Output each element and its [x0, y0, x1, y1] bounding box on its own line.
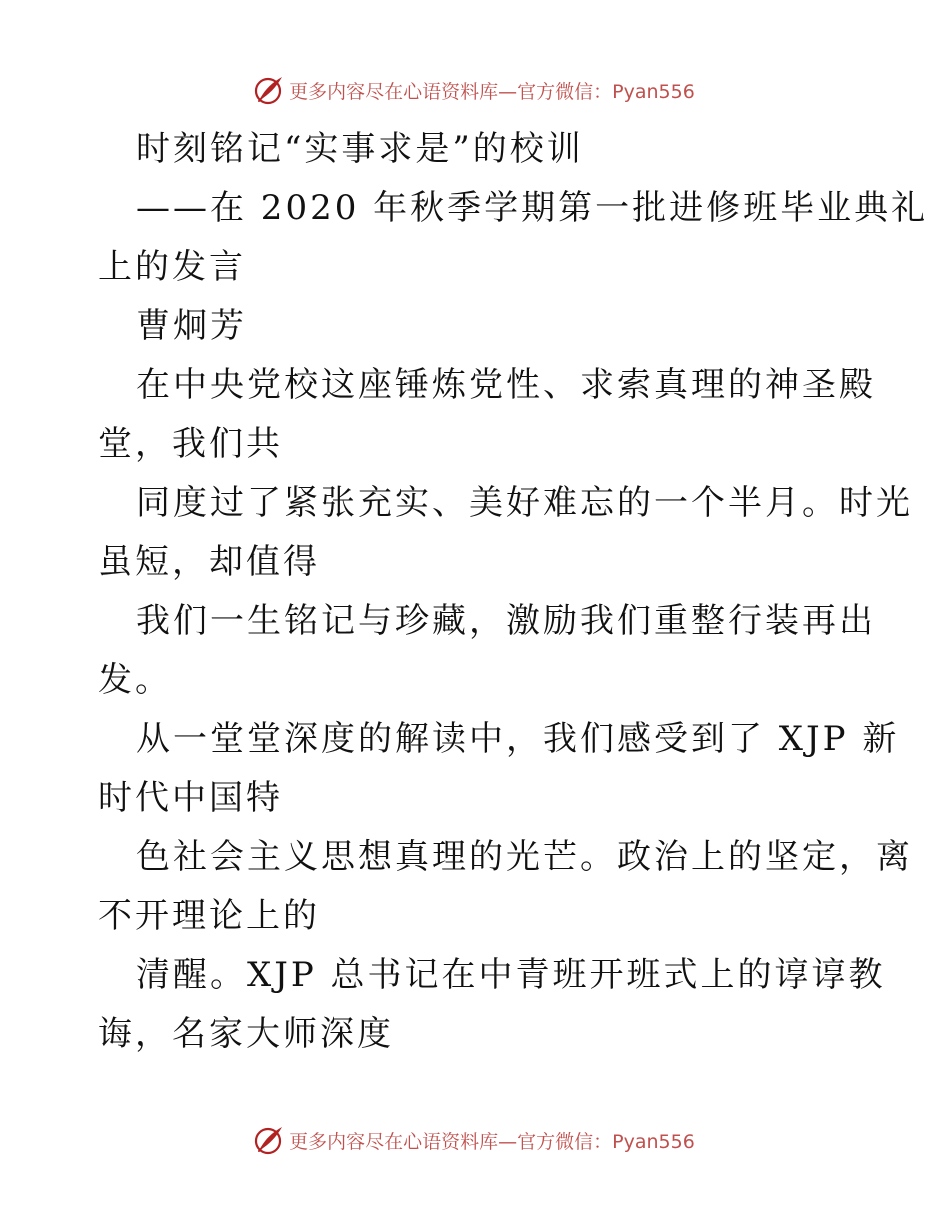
paragraph-line: 从一堂堂深度的解读中，我们感受到了 XJP 新: [136, 719, 900, 759]
document-author: 曹炯芳: [136, 306, 247, 346]
document-body: [98, 120, 929, 1064]
paragraph-line: 诲，名家大师深度: [98, 1014, 394, 1054]
paragraph-line: 我们一生铭记与珍藏，激励我们重整行装再出: [136, 601, 876, 641]
paragraph-line: 堂，我们共: [98, 424, 283, 464]
paragraph-line: 时代中国特: [98, 778, 283, 818]
banner-text: 更多内容尽在心语资料库—官方微信：Pyan556: [289, 1130, 695, 1153]
feather-pen-logo-icon: [251, 1123, 285, 1157]
feather-pen-logo-icon: [251, 73, 285, 107]
document-subtitle-line: ——在 2020 年秋季学期第一批进修班毕业典礼: [136, 188, 929, 228]
banner-text: 更多内容尽在心语资料库—官方微信：Pyan556: [289, 80, 695, 103]
header-banner: [0, 70, 950, 110]
paragraph-line: 色社会主义思想真理的光芒。政治上的坚定，离: [136, 837, 913, 877]
paragraph-line: 不开理论上的: [98, 896, 320, 936]
paragraph-line: 发。: [98, 660, 172, 700]
document-subtitle-line: 上的发言: [98, 247, 246, 287]
footer-banner: [0, 1120, 950, 1160]
paragraph-line: 清醒。XJP 总书记在中青班开班式上的谆谆教: [136, 955, 886, 995]
paragraph-line: 虽短，却值得: [98, 542, 320, 582]
paragraph-line: 在中央党校这座锤炼党性、求索真理的神圣殿: [136, 365, 876, 405]
document-title: 时刻铭记“实事求是”的校训: [136, 129, 584, 169]
paragraph-line: 同度过了紧张充实、美好难忘的一个半月。时光: [136, 483, 913, 523]
